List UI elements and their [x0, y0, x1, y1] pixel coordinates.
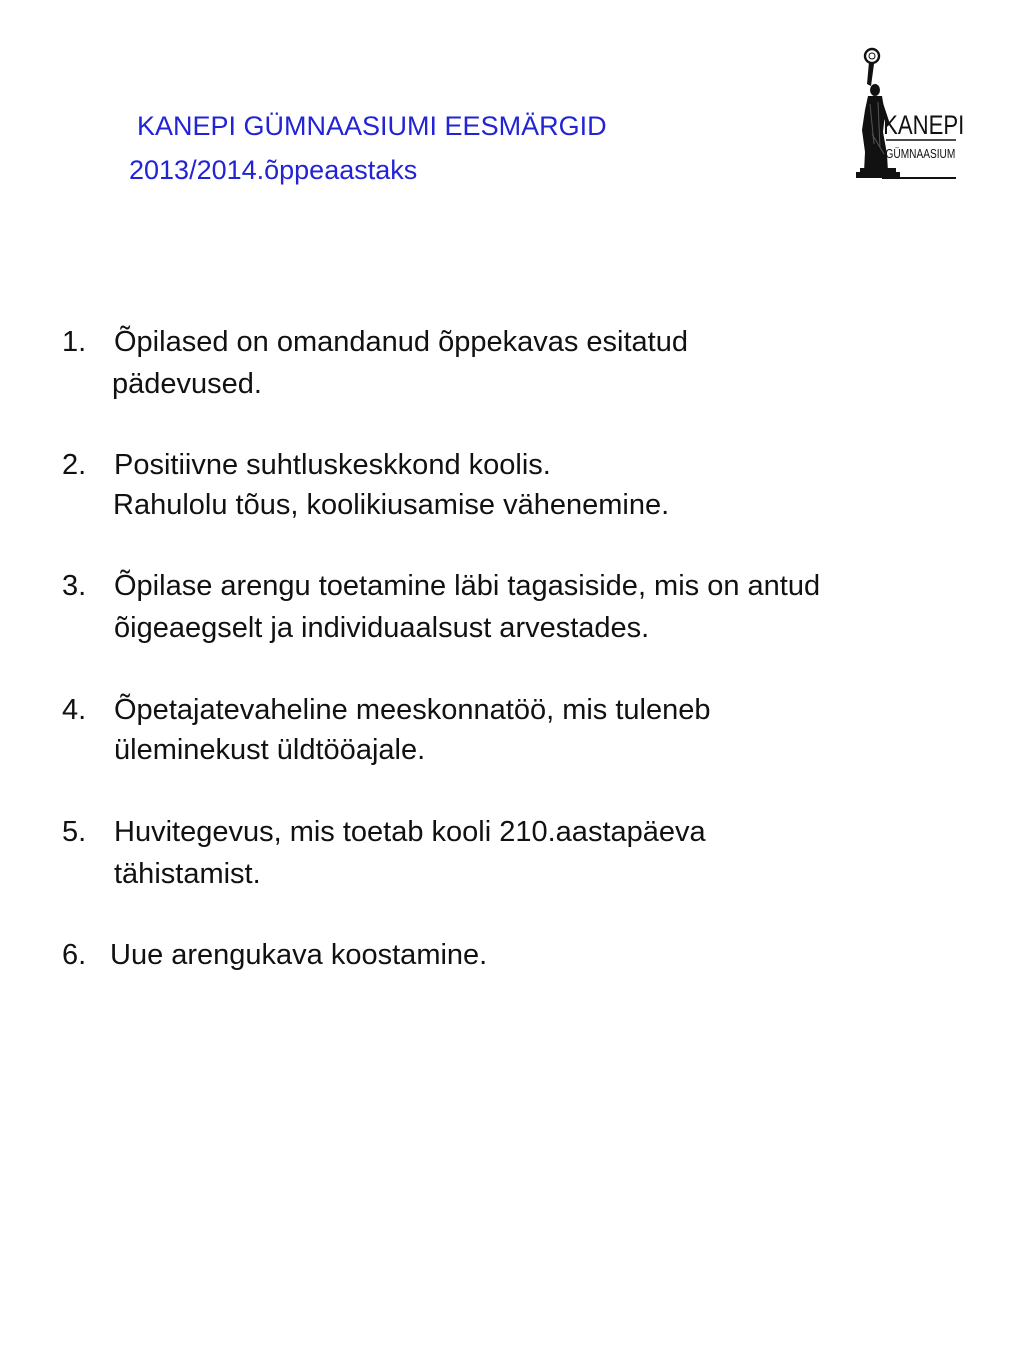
page-subtitle: 2013/2014.õppeaastaks [129, 155, 418, 185]
goal-text-line: tähistamist. [114, 858, 261, 890]
goal-text-line: Õpilase arengu toetamine läbi tagasiside, mis on antud [114, 570, 821, 602]
goal-text-line: Huvitegevus, mis toetab kooli 210.aastapäeva [114, 816, 706, 848]
logo-text-main: KANEPI [883, 111, 965, 141]
goal-number: 4. [62, 694, 87, 726]
goal-text-line: pädevused. [112, 368, 262, 400]
goal-number: 1. [62, 326, 87, 358]
goal-text-line: Positiivne suhtluskeskkond koolis. [114, 449, 551, 481]
goal-text-line: üleminekust üldtööajale. [114, 734, 426, 766]
goal-text-line: Õpilased on omandanud õppekavas esitatud [114, 326, 688, 358]
goal-text-line: Rahulolu tõus, koolikiusamise vähenemine. [113, 489, 670, 521]
goal-text-line: Õpetajatevaheline meeskonnatöö, mis tuleneb [114, 694, 711, 726]
goal-number: 6. [62, 939, 87, 971]
logo-text-sub: GÜMNAASIUM [885, 146, 956, 162]
goal-text-line: Uue arengukava koostamine. [110, 939, 488, 971]
goal-text-line: õigeaegselt ja individuaalsust arvestades. [114, 612, 650, 644]
goal-number: 5. [62, 816, 87, 848]
goal-number: 2. [62, 449, 87, 481]
page-title: KANEPI GÜMNAASIUMI EESMÄRGID [137, 111, 607, 141]
goal-number: 3. [62, 570, 87, 602]
